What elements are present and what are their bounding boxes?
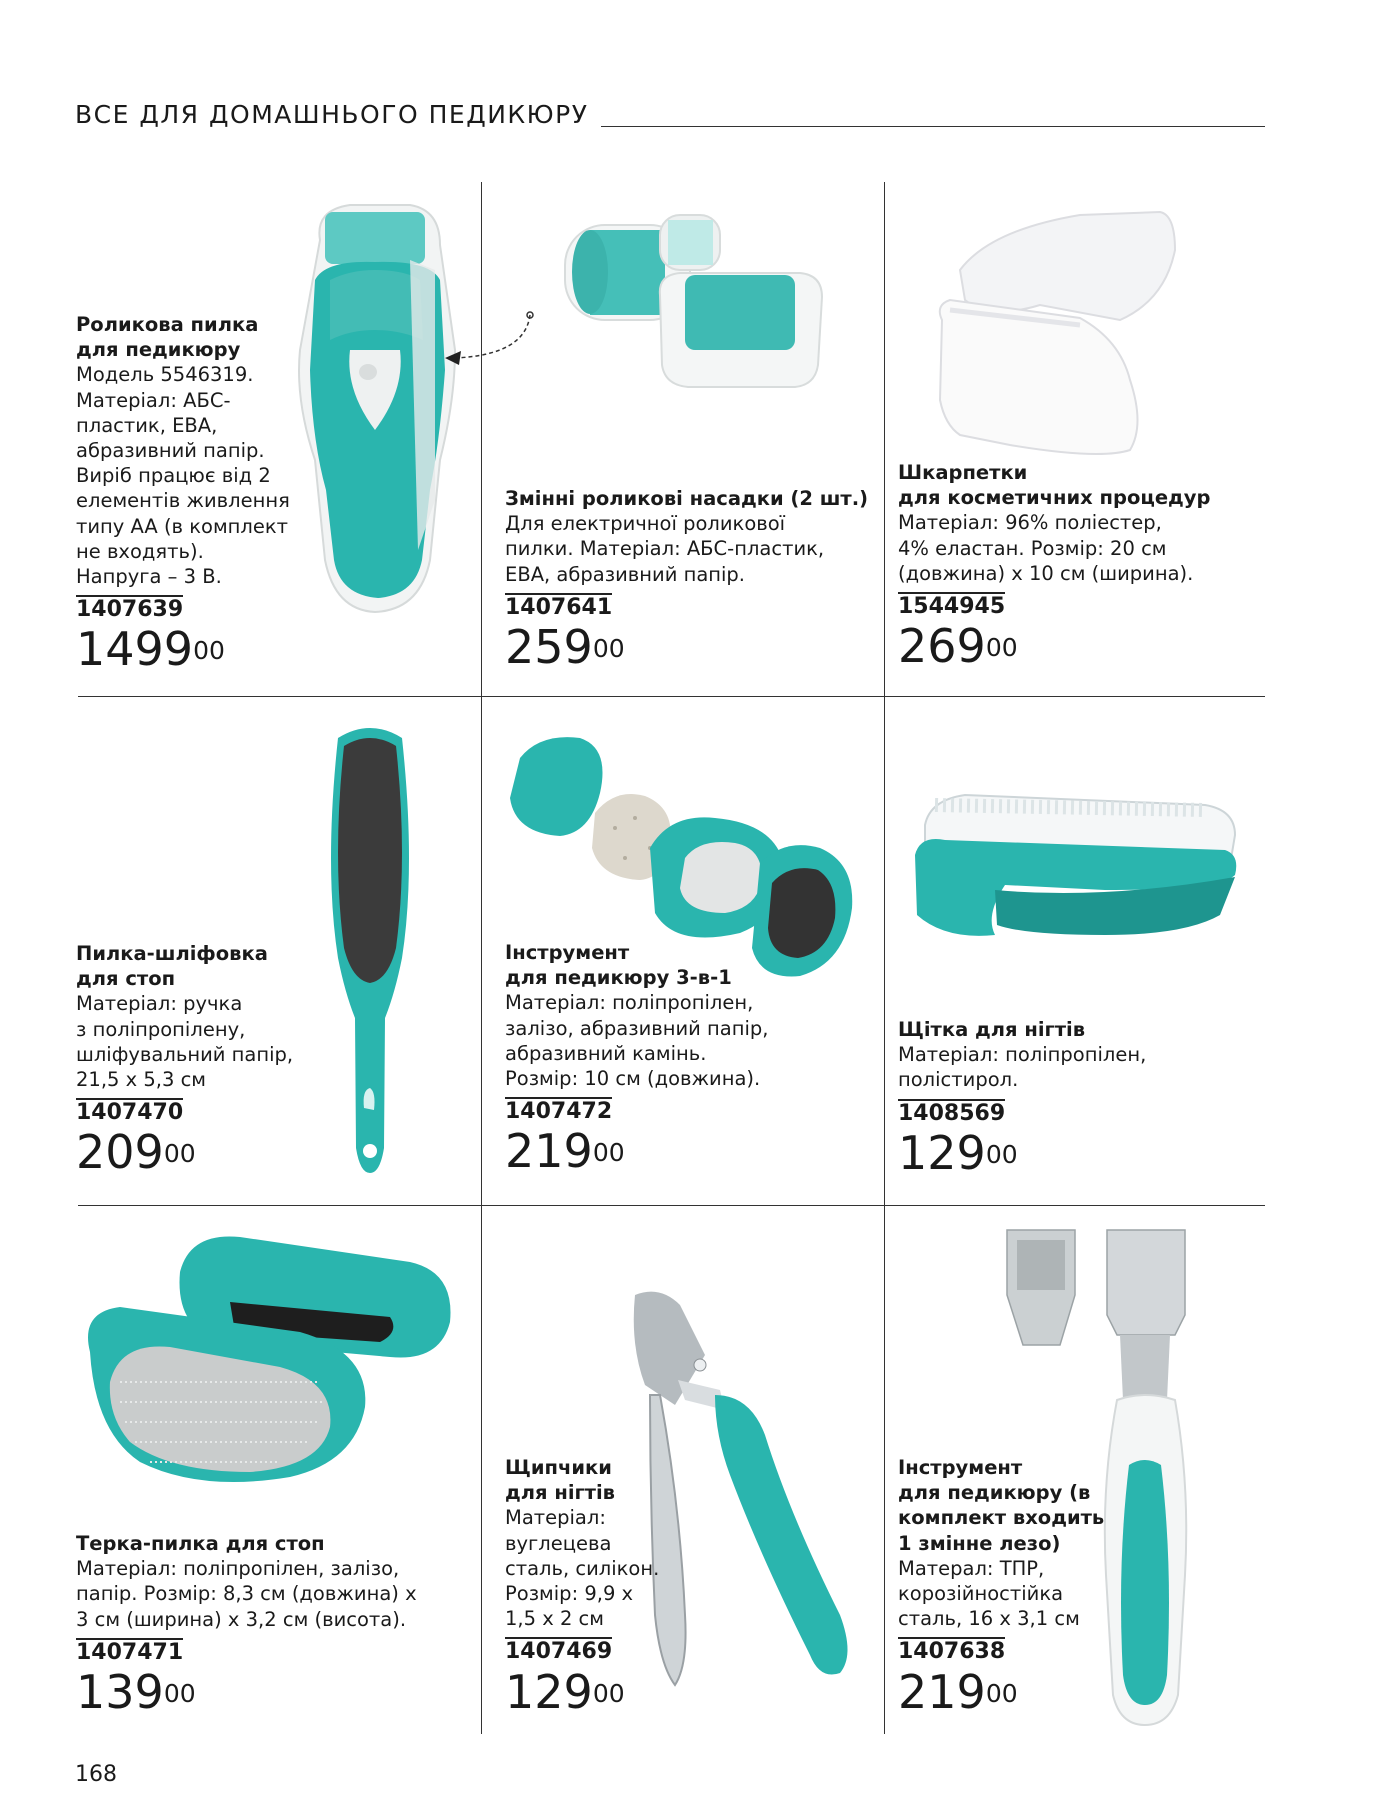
grid-divider [78, 696, 1265, 697]
product-sku: 1407641 [505, 594, 613, 620]
roller-heads-icon [560, 205, 840, 395]
product-card-socks [898, 460, 1258, 674]
price-cents: 00 [985, 1139, 1018, 1169]
arrow-indicator-icon [445, 310, 535, 370]
price-main: 139 [76, 1665, 164, 1720]
socks-icon [920, 210, 1195, 460]
header-rule [601, 126, 1266, 127]
product-sku: 1407639 [76, 597, 184, 623]
product-price [76, 622, 316, 677]
nail-brush-icon [905, 765, 1245, 955]
product-card-foot-file [76, 941, 316, 1180]
product-card-nail-brush [898, 1017, 1258, 1178]
price-main: 269 [898, 619, 986, 674]
price-cents: 00 [193, 636, 225, 666]
price-main: 219 [505, 1124, 593, 1179]
product-price [505, 1124, 875, 1179]
page-header [75, 100, 1265, 129]
product-card-foot-grater [76, 1531, 476, 1720]
product-sku: 1407471 [76, 1639, 184, 1665]
product-description: Матеріал: ручка з поліпропілену, шліфувальний папір, 21,5 х 5,3 см [76, 992, 294, 1092]
price-main: 219 [898, 1664, 986, 1719]
product-price [898, 1125, 1258, 1180]
product-sku: 1407472 [505, 1099, 613, 1125]
product-description: Матерал: ТПР, корозійностійка сталь, 16 х 3,1 см [898, 1556, 1080, 1631]
price-main: 209 [76, 1125, 164, 1180]
product-name: Щипчики для нігтів [505, 1456, 616, 1505]
price-main: 129 [505, 1664, 593, 1719]
grid-divider [78, 1205, 1265, 1206]
product-card-roller-file [76, 312, 316, 677]
product-price [898, 619, 1258, 674]
foot-file-paddle-icon [320, 718, 420, 1178]
product-description: Для електричної роликової пилки. Матеріал: АБС-пластик, EBA, абразивний папір. [505, 512, 825, 586]
product-description: Матеріал: 96% поліестер, 4% еластан. Розмір: 20 см (довжина) х 10 см (ширина). [898, 511, 1194, 585]
product-description: Матеріал: вуглецева сталь, силікон. Розмір: 9,9 х 1,5 х 2 см [505, 1506, 660, 1631]
grid-divider [481, 182, 482, 1734]
price-main: 1499 [76, 622, 194, 677]
product-name: Пилка-шліфовка для стоп [76, 942, 268, 991]
product-name: Змінні роликові насадки (2 шт.) [505, 487, 869, 510]
page-title: ВСЕ ДЛЯ ДОМАШНЬОГО ПЕДИКЮРУ [75, 100, 589, 129]
product-card-3in1-tool [505, 940, 875, 1179]
price-cents: 00 [592, 634, 625, 664]
price-cents: 00 [592, 1138, 625, 1168]
product-card-roller-heads [505, 486, 875, 675]
product-price [505, 1664, 675, 1719]
product-sku: 1544945 [898, 594, 1006, 620]
price-cents: 00 [985, 1678, 1018, 1708]
product-name: Терка-пилка для стоп [76, 1532, 325, 1555]
product-name: Інструмент для педикюру (в комплект входить 1 змінне лезо) [898, 1456, 1105, 1555]
product-name: Шкарпетки для косметичних процедур [898, 461, 1211, 510]
product-description: Матеріал: поліпропілен, залізо, папір. Розмір: 8,3 см (довжина) х 3 см (ширина) х 3,2 см (висота). [76, 1557, 417, 1631]
product-description: Матеріал: поліпропілен, залізо, абразивний папір, абразивний камінь. Розмір: 10 см (довжина). [505, 991, 769, 1091]
product-card-nail-clipper [505, 1455, 675, 1717]
product-sku: 1407470 [76, 1100, 184, 1126]
product-price [76, 1665, 476, 1720]
price-main: 259 [505, 620, 593, 675]
product-card-corn-plane [898, 1455, 1108, 1717]
product-name: Роликова пилка для педикюру [76, 313, 259, 362]
product-price [76, 1125, 316, 1180]
price-cents: 00 [592, 1678, 625, 1708]
product-name: Щітка для нігтів [898, 1018, 1086, 1041]
product-name: Інструмент для педикюру 3-в-1 [505, 941, 732, 990]
price-cents: 00 [163, 1679, 196, 1709]
price-cents: 00 [985, 633, 1018, 663]
price-main: 129 [898, 1125, 986, 1180]
product-description: Матеріал: поліпропілен, полістирол. [898, 1043, 1147, 1092]
product-sku: 1407638 [898, 1639, 1006, 1665]
product-price [898, 1664, 1108, 1719]
product-sku: 1408569 [898, 1100, 1006, 1126]
product-description: Модель 5546319. Матеріал: АБС- пластик, EBA, абразивний папір. Виріб працює від 2 елементів живлення типу AA (в комплект не входять). Напруга – 3 В. [76, 363, 290, 589]
product-sku: 1407469 [505, 1639, 613, 1665]
page-number: 168 [75, 1762, 117, 1787]
product-price [505, 620, 875, 675]
grid-divider [884, 182, 885, 1734]
price-cents: 00 [163, 1139, 196, 1169]
foot-grater-icon [80, 1232, 460, 1532]
